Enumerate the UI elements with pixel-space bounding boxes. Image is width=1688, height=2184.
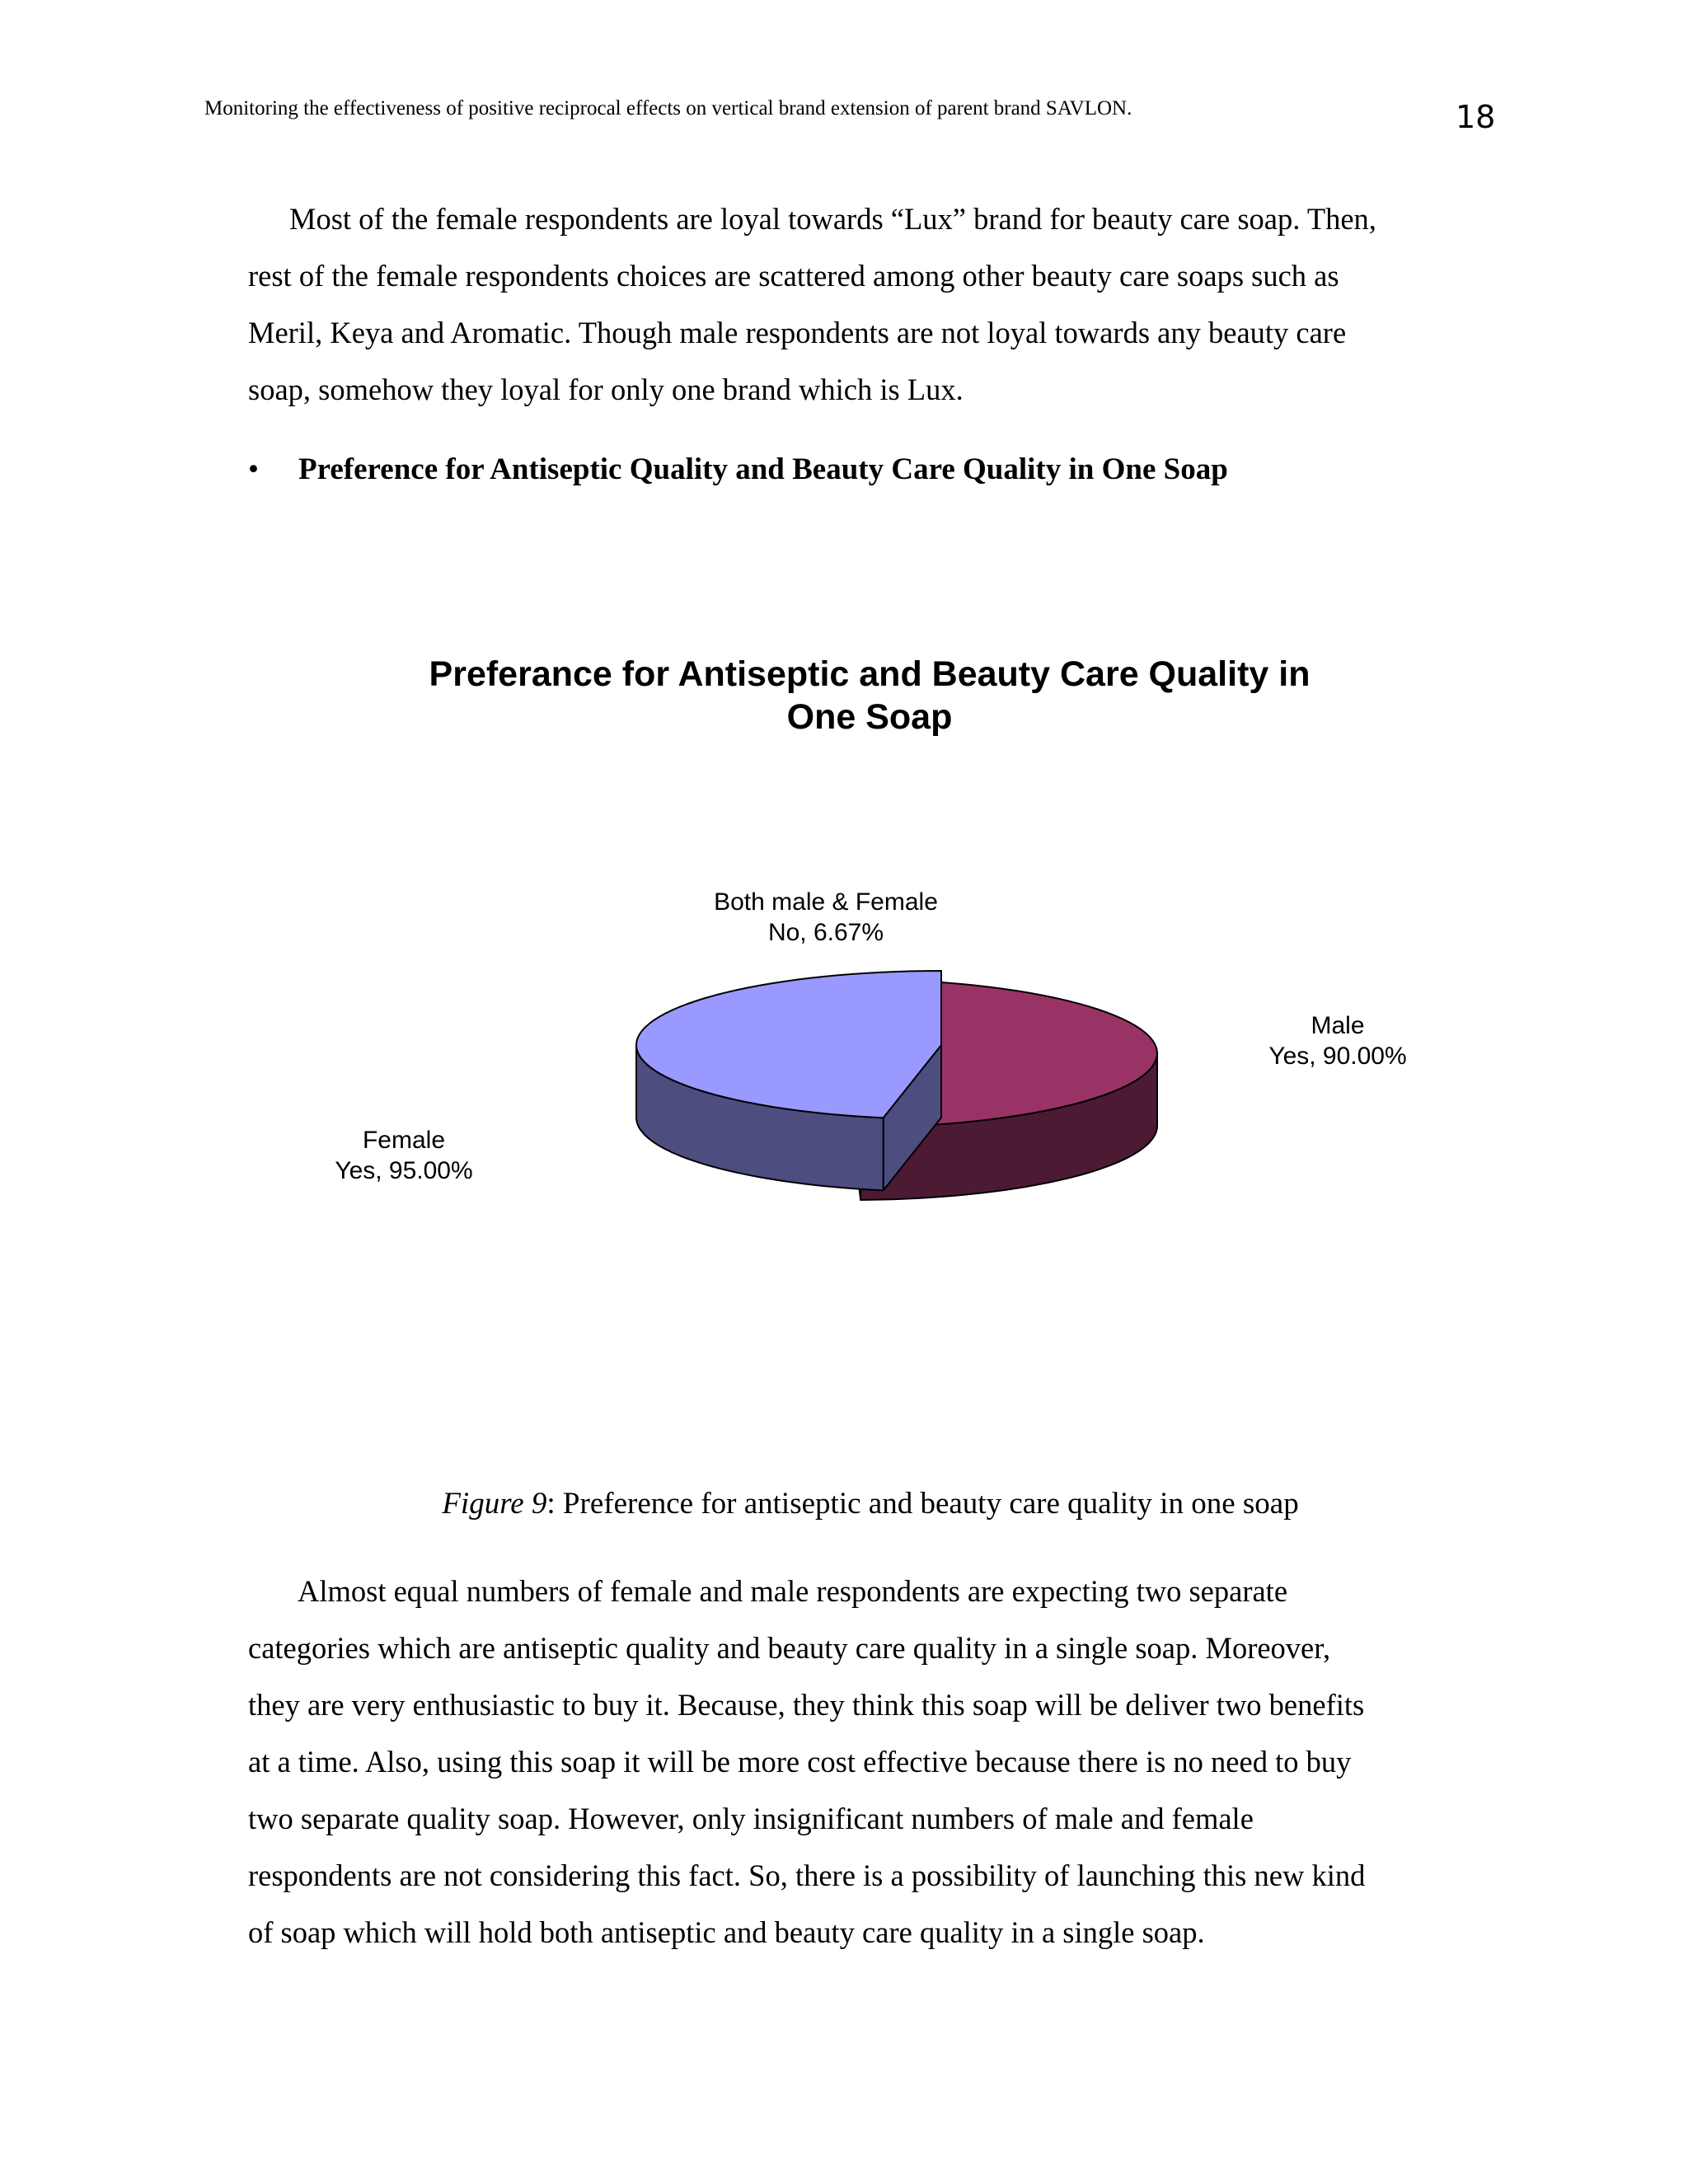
slice-data-label [1268, 1012, 1406, 1070]
figure-caption-text: : Preference for antiseptic and beauty care quality in one soap [546, 1487, 1299, 1521]
chart-title-line: One Soap [786, 697, 953, 737]
slice-value-label: No, 6.67% [767, 919, 884, 946]
discussion-paragraph [248, 1563, 1501, 1961]
paragraph-line: rest of the female respondents choices are scattered among other beauty care soaps such as [248, 259, 1339, 293]
bullet-symbol: • [248, 452, 259, 486]
paragraph-line: Meril, Keya and Aromatic. Though male respondents are not loyal towards any beauty care [248, 316, 1347, 349]
chart-title-line: Preferance for Antiseptic and Beauty Care Quality in [429, 654, 1311, 694]
slice-series-name: Male [1311, 1012, 1365, 1039]
paragraph-line: respondents are not considering this fact. So, there is a possibility of launching this new kind [248, 1858, 1366, 1892]
paragraph-line: Almost equal numbers of female and male respondents are expecting two separate [298, 1574, 1288, 1608]
slice-value-label: Yes, 95.00% [335, 1157, 473, 1184]
slice-data-label [335, 1127, 472, 1184]
slice-value-label: Yes, 90.00% [1268, 1043, 1407, 1070]
running-header: Monitoring the effectiveness of positive reciprocal effects on vertical brand extension of parent brand SAVLON. [204, 97, 1132, 120]
figure-caption [0, 1486, 1688, 1521]
section-heading: Preference for Antiseptic Quality and Beauty Care Quality in One Soap [298, 452, 1228, 486]
slice-series-name: Both male & Female [714, 888, 938, 916]
slice-data-label [714, 888, 938, 946]
figure-label: Figure 9 [442, 1487, 547, 1521]
paragraph-line: Most of the female respondents are loyal towards “Lux” brand for beauty care soap. Then, [289, 202, 1376, 236]
paragraph-line: at a time. Also, using this soap it will be more cost effective because there is no need to buy [248, 1745, 1352, 1779]
pie-slice-male-yes [636, 971, 941, 1190]
paragraph-line: categories which are antiseptic quality and beauty care quality in a single soap. Moreover, [248, 1631, 1331, 1665]
page-number: 18 [1456, 99, 1496, 135]
slice-series-name: Female [362, 1127, 446, 1154]
paragraph-line: of soap which will hold both antiseptic and beauty care quality in a single soap. [248, 1915, 1205, 1949]
paragraph-line: soap, somehow they loyal for only one brand which is Lux. [248, 373, 964, 406]
paragraph-line: they are very enthusiastic to buy it. Because, they think this soap will be deliver two benefits [248, 1688, 1365, 1722]
paragraph-line: two separate quality soap. However, only insignificant numbers of male and female [248, 1802, 1254, 1835]
